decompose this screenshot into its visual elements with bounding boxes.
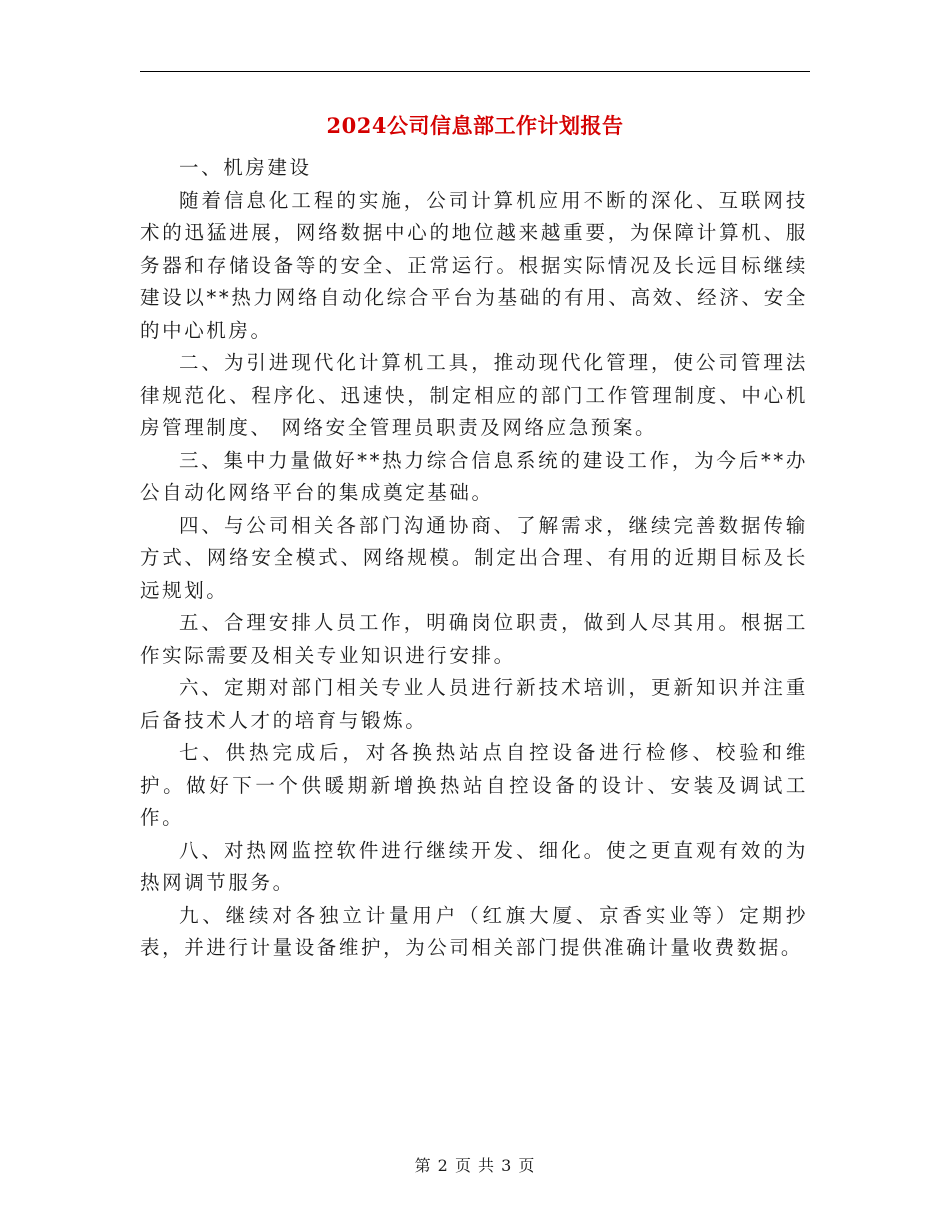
document-body: [140, 152, 808, 965]
page-footer: [0, 1153, 950, 1176]
page-number: 第 2 页 共 3 页: [414, 1156, 536, 1175]
paragraph-item-6: 六、定期对部门相关专业人员进行新技术培训，更新知识并注重后备技术人才的培育与锻炼。: [140, 676, 808, 732]
paragraph-item-7: 七、供热完成后，对各换热站点自控设备进行检修、校验和维护。做好下一个供暖期新增换热站自控设备的设计、安装及调试工作。: [140, 741, 808, 829]
header-rule: [140, 71, 810, 72]
paragraph-item-5: 五、合理安排人员工作，明确岗位职责，做到人尽其用。根据工作实际需要及相关专业知识进行安排。: [140, 611, 808, 667]
paragraph-item-2: 二、为引进现代化计算机工具，推动现代化管理，使公司管理法律规范化、程序化、迅速快，制定相应的部门工作管理制度、中心机房管理制度、 网络安全管理员职责及网络应急预案。: [140, 351, 808, 439]
paragraph-item-9: 九、继续对各独立计量用户（红旗大厦、京香实业等）定期抄表，并进行计量设备维护，为公司相关部门提供准确计量收费数据。: [140, 903, 808, 959]
document-title: 2024公司信息部工作计划报告: [326, 113, 624, 138]
paragraph-item-3: 三、集中力量做好**热力综合信息系统的建设工作，为今后**办公自动化网络平台的集成奠定基础。: [140, 448, 808, 504]
paragraph-machine-room: 随着信息化工程的实施，公司计算机应用不断的深化、互联网技术的迅猛进展，网络数据中心的地位越来越重要，为保障计算机、服务器和存储设备等的安全、正常运行。根据实际情况及长远目标继续建设以**热力网络自动化综合平台为基础的有用、高效、经济、安全的中心机房。: [140, 188, 808, 342]
section-heading-machine-room: 一、机房建设: [179, 156, 312, 179]
paragraph-item-8: 八、对热网监控软件进行继续开发、细化。使之更直观有效的为热网调节服务。: [140, 838, 808, 894]
paragraph-item-4: 四、与公司相关各部门沟通协商、了解需求，继续完善数据传输方式、网络安全模式、网络规模。制定出合理、有用的近期目标及长远规划。: [140, 513, 808, 602]
